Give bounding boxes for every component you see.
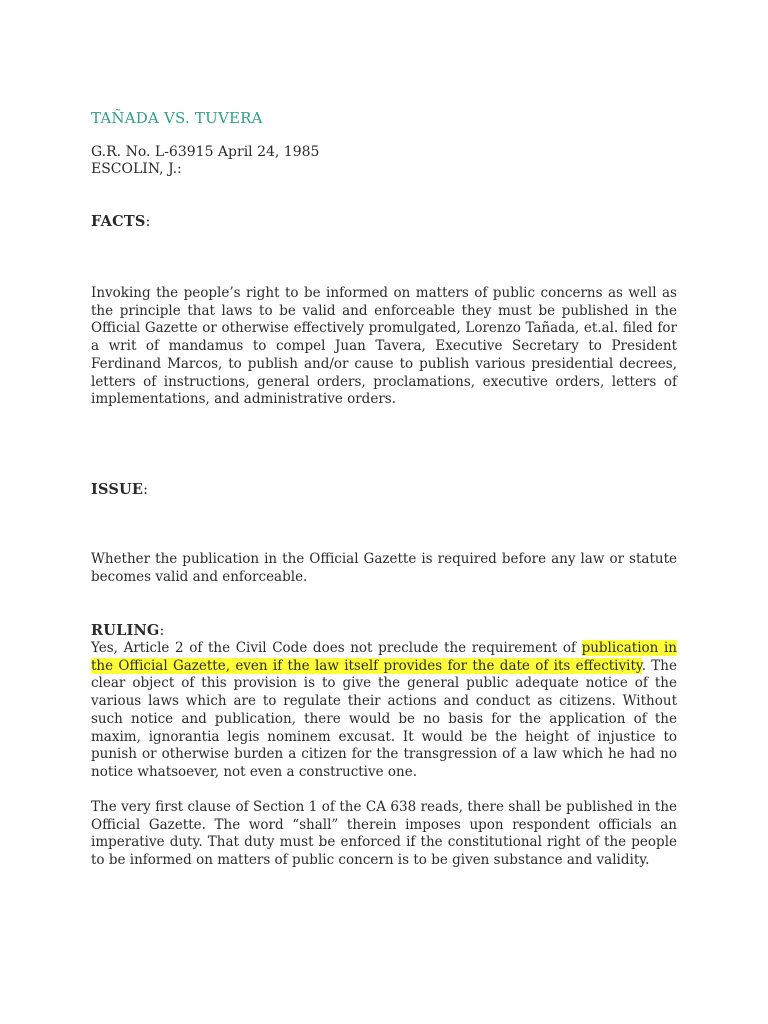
ponente: ESCOLIN, J.: (91, 161, 182, 177)
ruling-heading-label: RULING (91, 622, 160, 639)
ruling-paragraph-2: The very first clause of Section 1 of the CA 638 reads, there shall be published in the Official Gazette. The word “shall” therein imposes upon respondent officials an imperative duty. That duty must be enforced if the constitutional right of the people to be informed on matters of public concern is to be given substance and validity. (91, 799, 677, 869)
case-number: G.R. No. L-63915 April 24, 1985 (91, 144, 320, 160)
issue-heading-label: ISSUE (91, 481, 144, 498)
ruling-heading (91, 622, 165, 639)
ruling-text-before: Yes, Article 2 of the Civil Code does not preclude the requirement of (91, 640, 582, 656)
facts-heading-colon: : (145, 214, 151, 230)
facts-paragraph: Invoking the people’s right to be informed on matters of public concerns as well as the principle that laws to be valid and enforceable they must be published in the Official Gazette or otherwise effectively promulgated, Lorenzo Tañada, et.al. filed for a writ of mandamus to compel Juan Tavera, Executive Secretary to President Ferdinand Marcos, to publish and/or cause to publish various presidential decrees, letters of instructions, general orders, proclamations, executive orders, letters of implementations, and administrative orders. (91, 285, 677, 408)
case-meta (91, 144, 319, 178)
case-title: TAÑADA VS. TUVERA (91, 109, 263, 127)
ruling-text-after: . The clear object of this provision is to give the general public adequate notice of the various laws which are to regulate their actions and conduct as citizens. Without such notice and publication, there would be no basis for the application of the maxim, ignorantia legis nominem excusat. It would be the height of injustice to punish or otherwise burden a citizen for the transgression of a law which he had no notice whatsoever, not even a constructive one. (91, 657, 677, 780)
issue-heading-colon: : (143, 482, 149, 498)
issue-heading (91, 481, 148, 498)
issue-paragraph: Whether the publication in the Official Gazette is required before any law or statute becomes valid and enforceable. (91, 551, 677, 585)
ruling-heading-colon: : (159, 623, 165, 639)
ruling-paragraph (91, 640, 677, 782)
facts-heading (91, 213, 151, 230)
ruling-highlight: publication in the Official Gazette, even if the law itself provides for the date of its effectivity (91, 640, 677, 674)
facts-heading-label: FACTS (91, 213, 146, 230)
